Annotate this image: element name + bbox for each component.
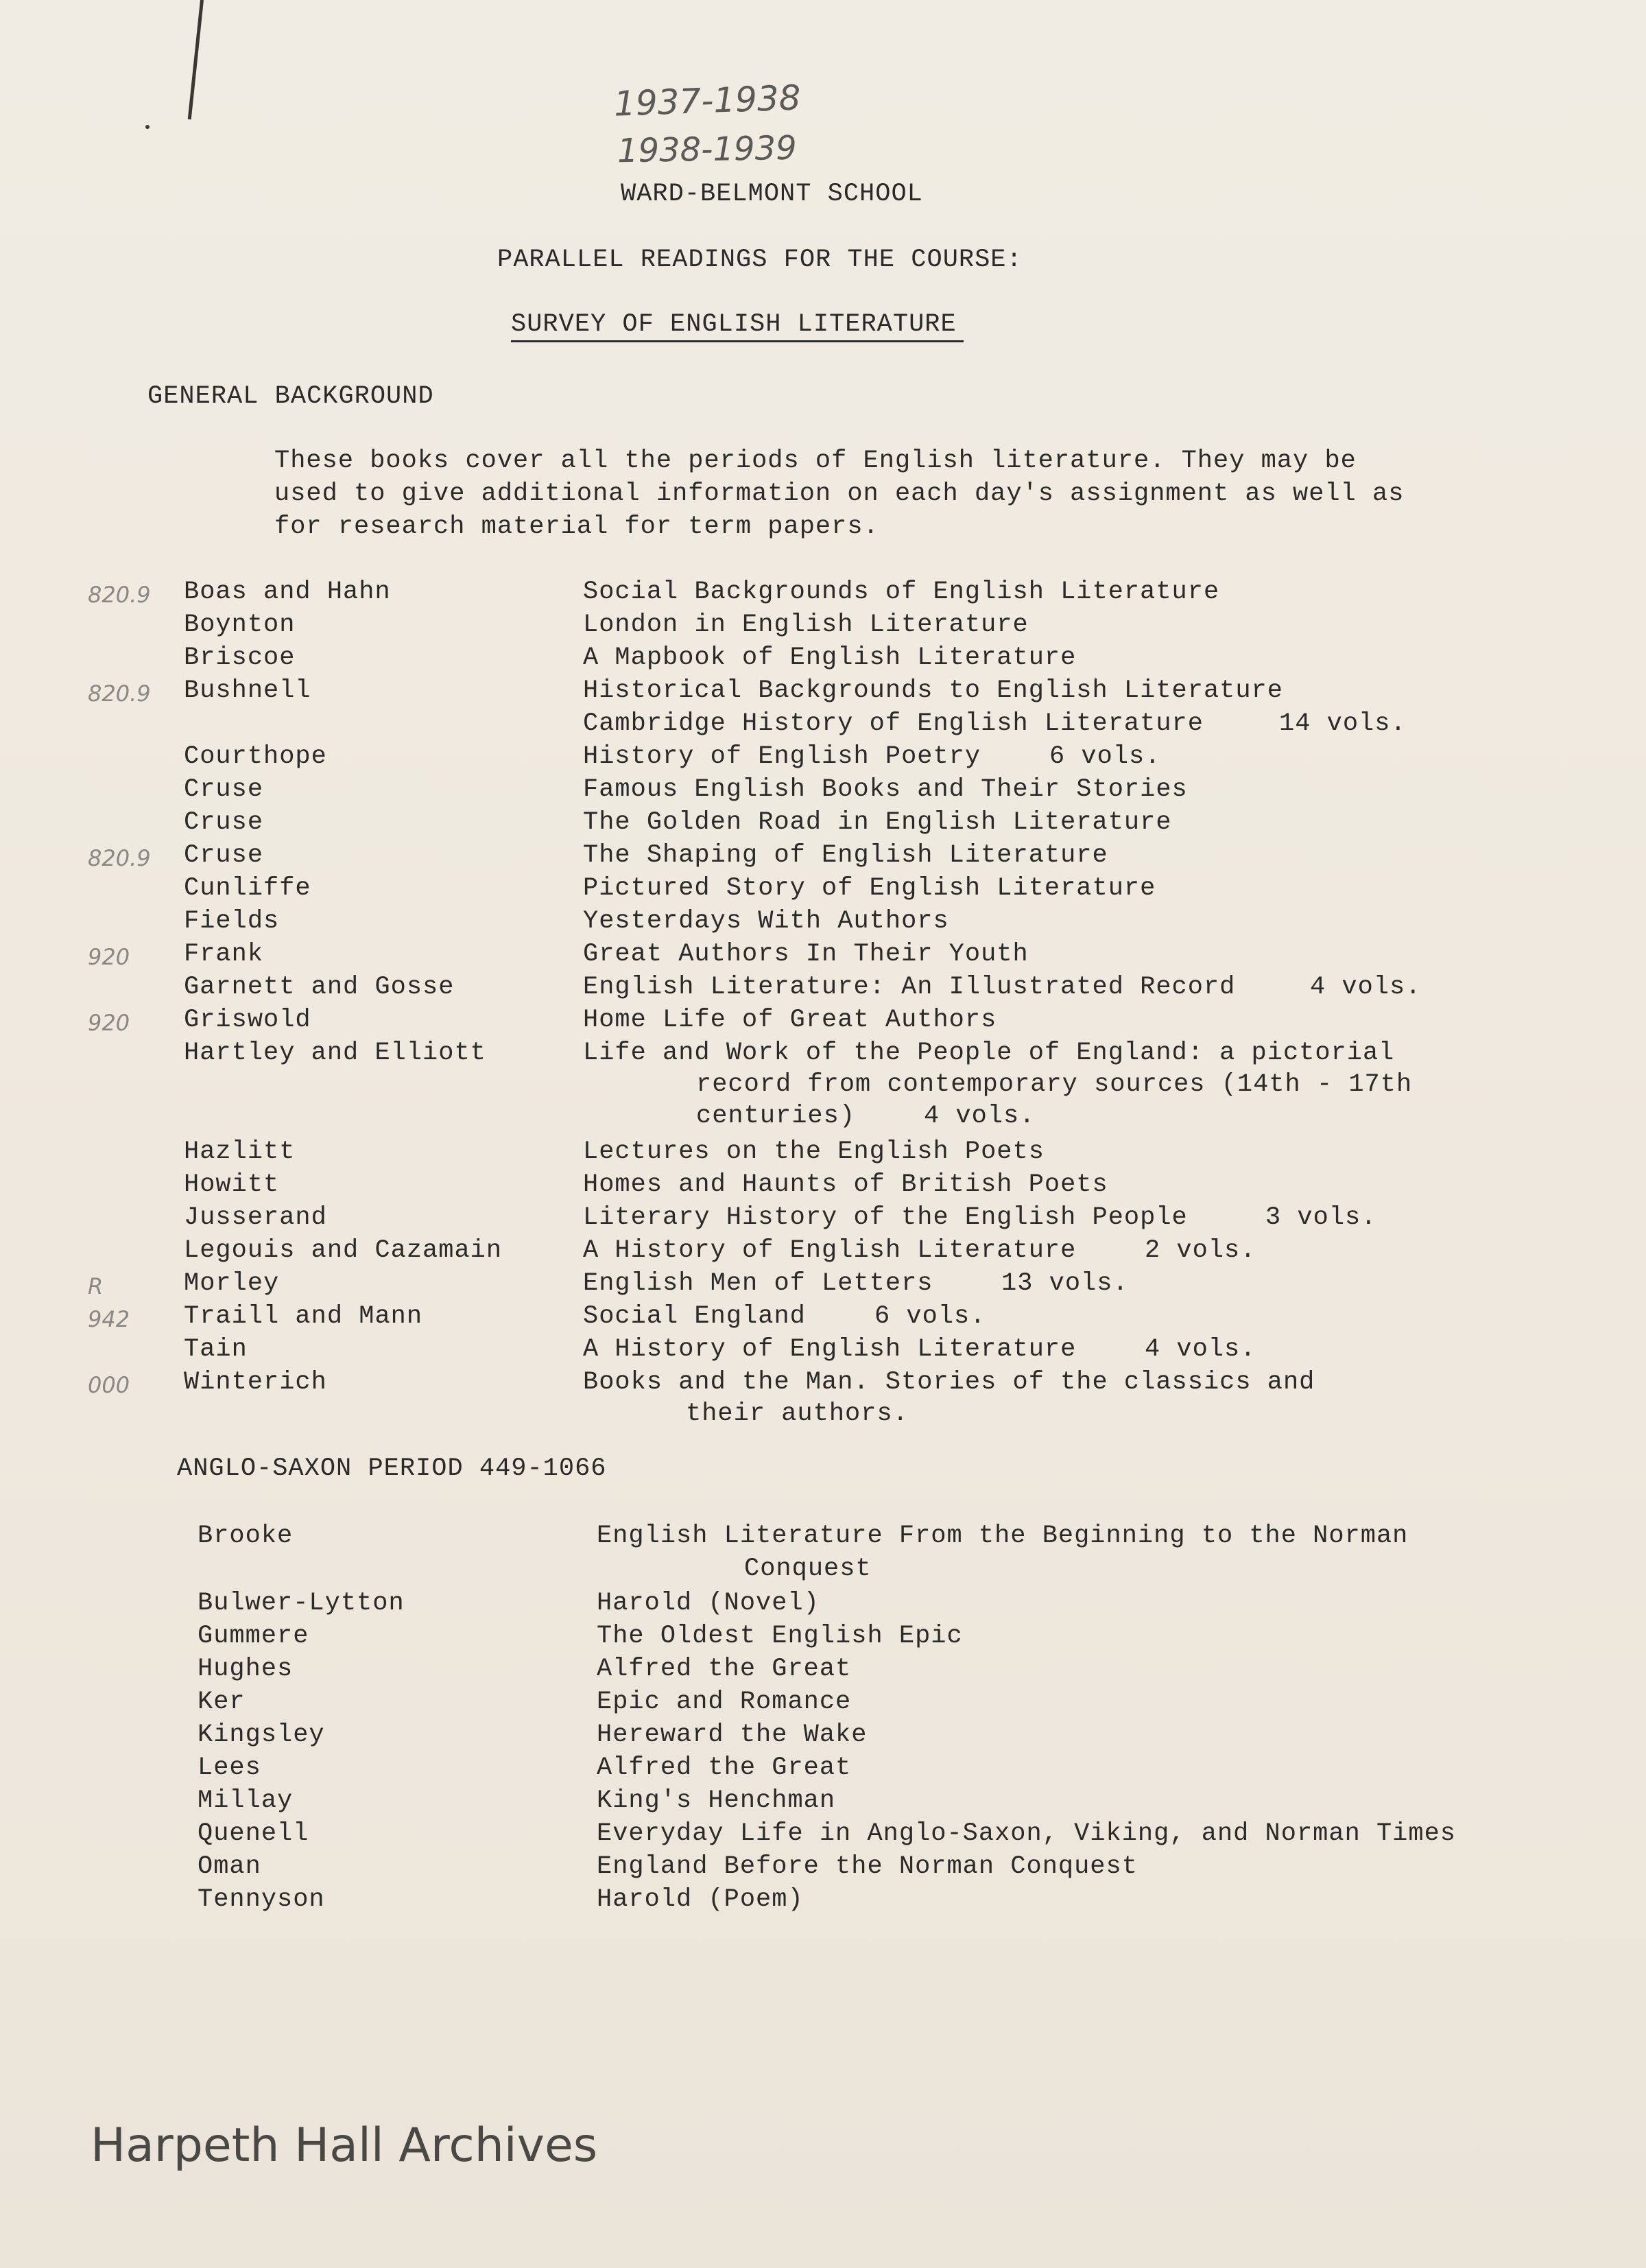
book-title: Historical Backgrounds to English Literature	[583, 676, 1283, 705]
book-title: Great Authors In Their Youth	[583, 940, 1029, 969]
book-title: Pictured Story of English Literature	[583, 874, 1156, 903]
author: Oman	[198, 1852, 261, 1881]
author: Cruse	[184, 841, 264, 870]
book-title: King's Henchman	[597, 1786, 836, 1815]
author: Garnett and Gosse	[184, 973, 455, 1002]
call-number-note: 942	[88, 1306, 130, 1332]
author: Cruse	[184, 808, 264, 837]
book-title: The Shaping of English Literature	[583, 841, 1108, 870]
call-number-note: 920	[88, 944, 130, 970]
author: Tennyson	[198, 1885, 325, 1914]
handwritten-year-2: 1938-1939	[617, 128, 798, 171]
pencil-dot	[145, 125, 150, 129]
book-title: Literary History of the English People	[583, 1203, 1188, 1232]
author: Millay	[198, 1786, 294, 1815]
book-title: Home Life of Great Authors	[583, 1006, 997, 1035]
pencil-mark	[188, 0, 204, 119]
course-title: SURVEY OF ENGLISH LITERATURE	[511, 310, 957, 339]
author: Morley	[184, 1269, 280, 1298]
volume-count: 3 vols.	[1265, 1203, 1377, 1232]
book-title: Homes and Haunts of British Poets	[583, 1170, 1108, 1199]
book-title: Books and the Man. Stories of the classics and	[583, 1368, 1315, 1397]
author: Cruse	[184, 775, 264, 804]
book-title: English Literature From the Beginning to the Norman	[597, 1522, 1409, 1550]
author: Brooke	[198, 1522, 294, 1550]
book-title: A History of English Literature	[583, 1236, 1077, 1265]
book-title: England Before the Norman Conquest	[597, 1852, 1138, 1881]
book-title: Social England	[583, 1302, 806, 1331]
author: Kingsley	[198, 1721, 325, 1749]
author: Ker	[198, 1688, 246, 1716]
book-title: Epic and Romance	[597, 1688, 852, 1716]
book-title: Hereward the Wake	[597, 1721, 868, 1749]
book-title: Famous English Books and Their Stories	[583, 775, 1188, 804]
author: Gummere	[198, 1622, 309, 1651]
author: Lees	[198, 1753, 261, 1782]
volume-count: 4 vols.	[924, 1102, 1036, 1131]
book-title: Life and Work of the People of England: a pictorial	[583, 1039, 1395, 1067]
author: Hughes	[198, 1655, 294, 1684]
intro-line: for research material for term papers.	[274, 512, 879, 541]
call-number-note: 820.9	[88, 582, 151, 608]
volume-count: 2 vols.	[1145, 1236, 1256, 1265]
author: Howitt	[184, 1170, 280, 1199]
book-title: The Golden Road in English Literature	[583, 808, 1172, 837]
book-title: History of English Poetry	[583, 742, 981, 771]
book-title: The Oldest English Epic	[597, 1622, 963, 1651]
volume-count: 4 vols.	[1145, 1335, 1256, 1364]
volume-count: 13 vols.	[1001, 1269, 1129, 1298]
author: Jusserand	[184, 1203, 327, 1232]
archive-watermark: Harpeth Hall Archives	[91, 2118, 598, 2173]
book-title: Social Backgrounds of English Literature	[583, 578, 1220, 606]
book-title: Everyday Life in Anglo-Saxon, Viking, and Norman Times	[597, 1819, 1456, 1848]
intro-line: These books cover all the periods of English literature. They may be	[274, 447, 1357, 475]
author: Bushnell	[184, 676, 311, 705]
volume-count: 6 vols.	[874, 1302, 986, 1331]
author: Boynton	[184, 611, 296, 639]
book-title: Alfred the Great	[597, 1753, 852, 1782]
book-title: Cambridge History of English Literature	[583, 709, 1204, 738]
book-title: English Literature: An Illustrated Record	[583, 973, 1236, 1002]
book-title: Yesterdays With Authors	[583, 907, 949, 936]
book-title: their authors.	[686, 1399, 909, 1428]
author: Legouis and Cazamain	[184, 1236, 503, 1265]
general-heading: GENERAL BACKGROUND	[147, 382, 434, 411]
author: Briscoe	[184, 643, 296, 672]
anglo-heading: ANGLO-SAXON PERIOD 449-1066	[177, 1454, 607, 1483]
author: Griswold	[184, 1006, 311, 1035]
book-title: Lectures on the English Poets	[583, 1137, 1045, 1166]
author: Fields	[184, 907, 280, 936]
intro-line: used to give additional information on each day's assignment as well as	[274, 480, 1405, 508]
book-title: centuries)	[696, 1102, 856, 1131]
author: Hazlitt	[184, 1137, 296, 1166]
author: Traill and Mann	[184, 1302, 423, 1331]
school-name: WARD-BELMONT SCHOOL	[621, 180, 923, 209]
book-title: Harold (Poem)	[597, 1885, 804, 1914]
author: Quenell	[198, 1819, 309, 1848]
book-title: London in English Literature	[583, 611, 1029, 639]
author: Bulwer-Lytton	[198, 1589, 405, 1618]
author: Frank	[184, 940, 264, 969]
call-number-note: 820.9	[88, 681, 151, 707]
book-title: A Mapbook of English Literature	[583, 643, 1077, 672]
volume-count: 6 vols.	[1049, 742, 1161, 771]
author: Tain	[184, 1335, 248, 1364]
call-number-note: 920	[88, 1010, 130, 1036]
author: Boas and Hahn	[184, 578, 391, 606]
handwritten-year-1: 1937-1938	[613, 78, 802, 124]
book-title: record from contemporary sources (14th - 17th	[696, 1070, 1413, 1099]
course-title-underline	[511, 340, 964, 342]
call-number-note: R	[88, 1273, 104, 1299]
author: Winterich	[184, 1368, 327, 1397]
book-title: Alfred the Great	[597, 1655, 852, 1684]
call-number-note: 000	[88, 1372, 130, 1398]
call-number-note: 820.9	[88, 845, 151, 871]
book-title: Harold (Novel)	[597, 1589, 820, 1618]
book-title: A History of English Literature	[583, 1335, 1077, 1364]
volume-count: 14 vols.	[1279, 709, 1407, 738]
book-title: English Men of Letters	[583, 1269, 933, 1298]
general-intro	[274, 445, 1404, 543]
author: Hartley and Elliott	[184, 1039, 486, 1067]
course-heading: PARALLEL READINGS FOR THE COURSE:	[497, 246, 1023, 274]
author: Courthope	[184, 742, 327, 771]
volume-count: 4 vols.	[1310, 973, 1422, 1002]
book-title: Conquest	[744, 1555, 872, 1583]
author: Cunliffe	[184, 874, 311, 903]
